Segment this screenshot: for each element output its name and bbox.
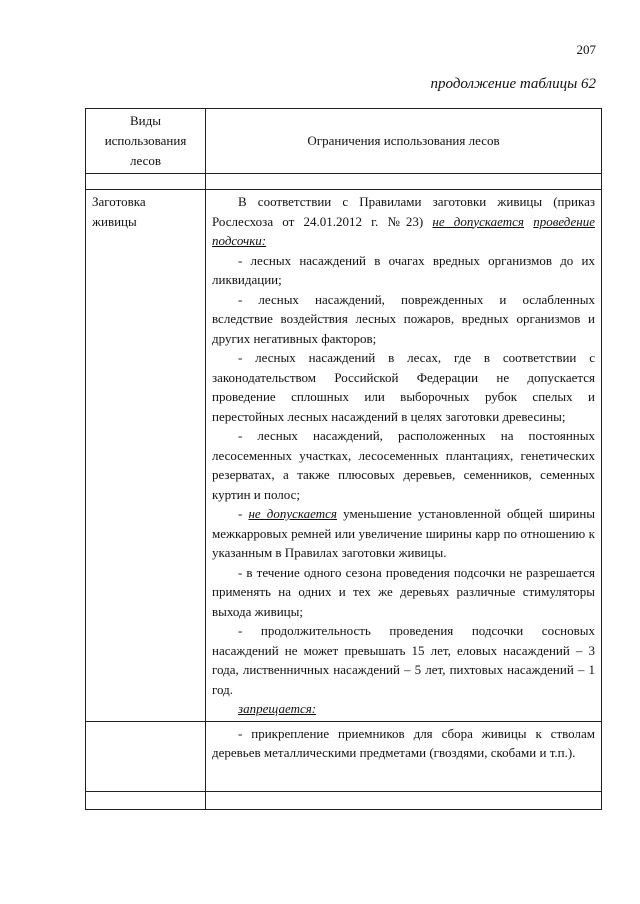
restrictions-cell bbox=[206, 721, 602, 791]
intro-text: В соответствии с Правилами заготовки живицы (приказ Рослесхоза от 24.01.2012 г. №23) bbox=[212, 194, 595, 229]
list-item: - лесных насаждений в очагах вредных организмов до их ликвидации; bbox=[212, 252, 595, 287]
emphasis-forbidden: запрещается: bbox=[238, 701, 317, 716]
list-item: - в течение одного сезона проведения подсочки не разрешается применять на одних и тех же деревьях различные стимуляторы выхода живицы; bbox=[212, 564, 595, 619]
list-item: - продолжительность проведения подсочки сосновых насаждений не может превышать 15 лет, еловых насаждений – 3 года, лиственничных насаждений – 5 лет, пихтовых насаждений – 1 год. bbox=[212, 623, 595, 697]
header-line: использования bbox=[104, 133, 187, 148]
list-item: - лесных насаждений, поврежденных и ослабленных вследствие воздействия лесных пожаров, вредных организмов и других негативных факторов; bbox=[212, 291, 595, 346]
table-header-row bbox=[86, 109, 602, 174]
table-row bbox=[86, 791, 602, 809]
restrictions-cell bbox=[206, 190, 602, 722]
use-type-cell bbox=[86, 190, 206, 722]
page-number: 207 bbox=[576, 42, 596, 57]
dash: - bbox=[238, 506, 243, 521]
header-forest-use-types bbox=[86, 109, 206, 174]
table-row bbox=[86, 190, 602, 722]
list-item: - лесных насаждений в лесах, где в соответствии с законодательством Российской Федерации не допускается проведение сплошных или выборочных рубок спелых и перестойных лесных насаждений в целях заготовки древесины; bbox=[212, 350, 595, 424]
list-item-emphasis bbox=[212, 504, 595, 563]
intro-paragraph bbox=[212, 192, 595, 251]
header-restrictions: Ограничения использования лесов bbox=[206, 109, 602, 174]
list-item: - прикрепление приемников для сбора живицы к стволам деревьев металлическими предметами (гвоздями, скобами и т.п.). bbox=[212, 725, 595, 760]
table-continuation-caption: продолжение таблицы 62 bbox=[430, 76, 596, 92]
use-type-line: живицы bbox=[92, 214, 137, 229]
emphasis-not-allowed: не допускается bbox=[432, 213, 524, 229]
emphasis-tapping: проведение подсочки: bbox=[212, 213, 596, 248]
empty-cell bbox=[86, 721, 206, 791]
use-type-line: Заготовка bbox=[92, 194, 146, 209]
restrictions-table bbox=[85, 108, 602, 810]
empty-cell bbox=[206, 174, 602, 190]
empty-cell bbox=[86, 174, 206, 190]
list-item: - лесных насаждений, расположенных на постоянных лесосеменных участках, лесосеменных плантациях, генетических резерватах, а также плюсовых деревьев, семенников, семенных куртин и полос; bbox=[212, 428, 595, 502]
header-line: лесов bbox=[130, 153, 161, 168]
emphasis-not-allowed: не допускается bbox=[248, 506, 337, 521]
list-item-text: уменьшение установленной общей ширины межкарровых ремней или увеличение ширины карр по отношению к указанным в Правилах заготовки живицы. bbox=[212, 506, 596, 560]
empty-cell bbox=[206, 791, 602, 809]
empty-cell bbox=[86, 791, 206, 809]
spacer-row bbox=[86, 174, 602, 190]
table-row bbox=[86, 721, 602, 791]
header-line: Виды bbox=[130, 113, 161, 128]
forbidden-heading bbox=[212, 699, 595, 719]
